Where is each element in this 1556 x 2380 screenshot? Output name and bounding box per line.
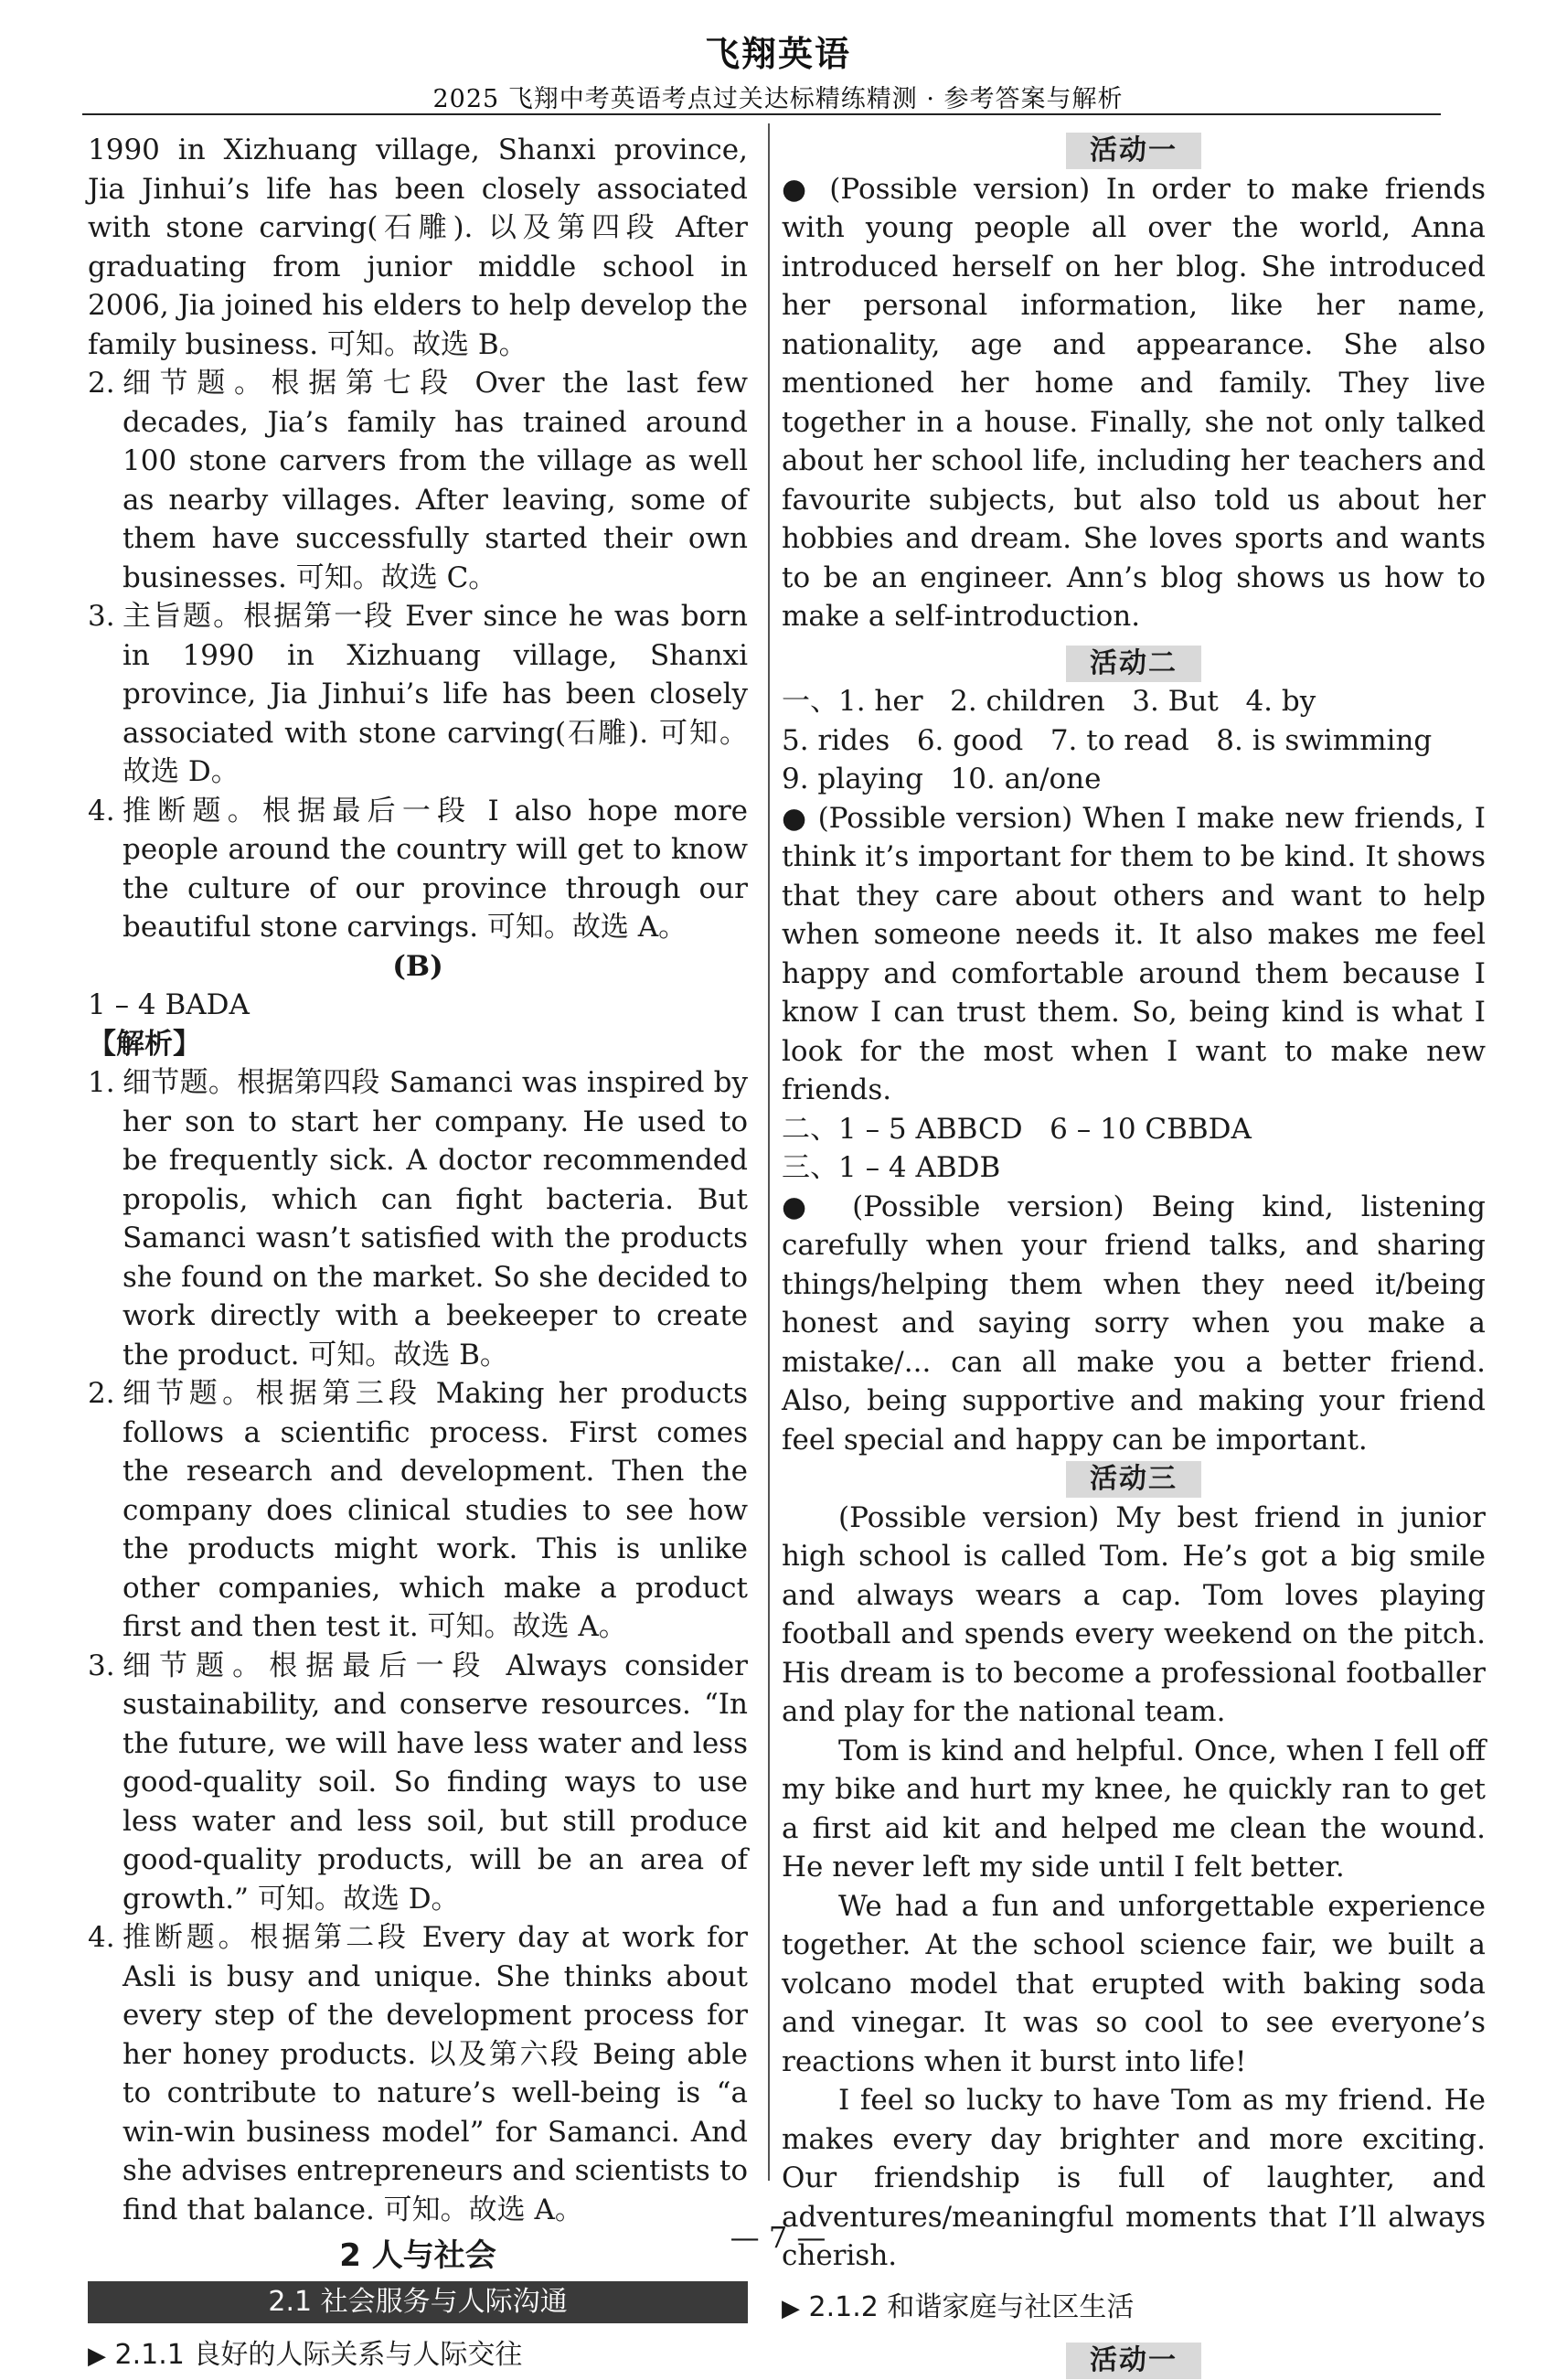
brand-logo-text: 飞翔英语 — [704, 34, 851, 74]
essay-paragraph: Tom is kind and helpful. Once, when I fell off my bike and hurt my knee, he quickly ran to get a first aid kit and helped me clean the wound. He never left my side until I felt better. — [782, 1734, 1486, 1884]
analysis-label: 【解析】 — [88, 1027, 201, 1061]
activity-2-line-4: 二、1 – 5 ABBCD 6 – 10 CBBDA — [782, 1112, 1252, 1146]
item-text: 细节题。根据最后一段 Always consider sustainability, and conserve resources. “In the future, we will have less water and less good-quality soil. So finding ways to use less water and less soil, but still produce good-quality products, will be an area of growth.” 可知。故选 D。 — [123, 1649, 748, 1916]
activity-2-line-2: 5. rides 6. good 7. to read 8. is swimming — [782, 723, 1433, 757]
header-divider — [82, 113, 1441, 115]
activity-1-text: ● (Possible version) In order to make friends with young people all over the world, Anna introduced herself on her blog. She introduced her personal information, like her name, nationality, age and appearance. She also mentioned her home and family. They live together in a house. Finally, she not only talked about her school life, including her teachers and favourite subjects, but also told us about her hobbies and dream. She loves sports and wants to be an engineer. Ann’s blog shows us how to make a self-introduction. — [782, 172, 1486, 633]
item-number: 1. — [88, 1066, 115, 1099]
activity-2-line-1: 一、1. her 2. children 3. But 4. by — [782, 685, 1316, 718]
essay-paragraph: (Possible version) My best friend in junior high school is called Tom. He’s got a big smile and always wears a cap. Tom loves playing football and spends every weekend on the pitch. His dream is to become a professional footballer and play for the national team. — [782, 1500, 1486, 1728]
list-item — [88, 364, 748, 597]
essay-paragraph: I feel so lucky to have Tom as my friend. He makes every day brighter and more exciting. Our friendship is full of laughter, and adventures/meaningful moments that I’ll always cherish. — [782, 2084, 1486, 2272]
item-text: 推断题。根据第二段 Every day at work for Asli is busy and unique. She thinks about every step of the development process for her honey products. 以及第六段 Being able to contribute to nature’s well-being is “a win-win business model” for Samanci. And she advises entrepreneurs and scientists to find that balance. 可知。故选 A。 — [123, 1921, 748, 2226]
subsection-heading-2: ▶ 2.1.2 和谐家庭与社区生活 — [782, 2290, 1135, 2323]
activity-2-paragraph: ● (Possible version) When I make new friends, I think it’s important for them to be kind. It shows that they care about others and want to help when someone needs it. It also makes me feel happy and comfortable around them because I know I can trust them. So, being kind is what I look for the most when I want to make new friends. — [782, 801, 1486, 1106]
page-number: — 7 — — [730, 2220, 826, 2255]
triangle-icon: ▶ — [782, 2294, 800, 2322]
item-text: 细节题。根据第七段 Over the last few decades, Jia’s family has trained around 100 stone carvers from the village as well as nearby villages. After leaving, some of them have successfully started their own businesses. 可知。故选 C。 — [123, 367, 748, 594]
item-text: 细节题。根据第三段 Making her products follows a scientific process. First comes the research and development. Then the company does clinical studies to see how the products might work. This is unlike other companies, which make a product first and then test it. 可知。故选 A。 — [123, 1377, 748, 1643]
left-column — [88, 131, 748, 2375]
activity-4-label: 活动一 — [782, 2341, 1486, 2380]
list-item — [88, 1063, 748, 1374]
page-header — [0, 0, 1556, 123]
activity-2-label: 活动二 — [782, 644, 1486, 683]
answer-list-a — [88, 364, 748, 947]
item-text: 主旨题。根据第一段 Ever since he was born in 1990 in Xizhuang village, Shanxi province, Jia Jinhui’s life has been closely associated with stone carving(石雕). 可知。故选 D。 — [123, 600, 748, 788]
section-title: 2 人与社会 — [339, 2237, 496, 2274]
list-item — [88, 792, 748, 947]
item-number: 2. — [88, 367, 115, 400]
item-number: 3. — [88, 1649, 115, 1682]
column-divider — [768, 123, 770, 2181]
right-column — [782, 131, 1486, 2380]
activity-2-line-5: 三、1 – 4 ABDB — [782, 1151, 1001, 1184]
activity-3-essay — [782, 1499, 1486, 2276]
essay-paragraph: We had a fun and unforgettable experience together. At the school science fair, we built a volcano model that erupted with baking soda and vinegar. It was so cool to see everyone’s reactions when it burst into life! — [782, 1889, 1486, 2078]
item-number: 3. — [88, 600, 115, 633]
answer-list-b — [88, 1063, 748, 2229]
subsection-heading: ▶ 2.1.1 良好的人际关系与人际交往 — [88, 2338, 523, 2371]
activity-2-paragraph-2: ● (Possible version) Being kind, listening carefully when your friend talks, and sharing things/helping them when they need it/being honest and saying sorry when you make a mistake/... can all make you a better friend. Also, being supportive and making your friend feel special and happy can be important. — [782, 1190, 1486, 1457]
list-item — [88, 1918, 748, 2229]
activity-3-label: 活动三 — [782, 1459, 1486, 1499]
item-number: 2. — [88, 1377, 115, 1410]
section-b-label: (B) — [392, 949, 443, 983]
subsection-bar: 2.1 社会服务与人际沟通 — [88, 2281, 748, 2323]
list-item — [88, 597, 748, 792]
list-item — [88, 1647, 748, 1919]
item-text: 细节题。根据第四段 Samanci was inspired by her son to start her company. He used to be frequently sick. A doctor recommended propolis, which can fight bacteria. But Samanci wasn’t satisfied with the products she found on the market. So she decided to work directly with a beekeeper to create the product. 可知。故选 B。 — [123, 1066, 748, 1371]
triangle-icon: ▶ — [88, 2342, 106, 2370]
activity-1-label: 活动一 — [782, 131, 1486, 170]
answers-b: 1 – 4 BADA — [88, 988, 250, 1021]
item-text: 推断题。根据最后一段 I also hope more people around the country will get to know the culture of our province through our beautiful stone carvings. 可知。故选 A。 — [123, 794, 748, 944]
continued-paragraph: 1990 in Xizhuang village, Shanxi province, Jia Jinhui’s life has been closely associated with stone carving(石雕). 以及第四段 After graduating from junior middle school in 2006, Jia joined his elders to help develop the family business. 可知。故选 B。 — [88, 133, 748, 361]
activity-2-line-3: 9. playing 10. an/one — [782, 763, 1102, 795]
list-item — [88, 1374, 748, 1647]
book-subtitle: 2025 飞翔中考英语考点过关达标精练精测 · 参考答案与解析 — [432, 85, 1124, 113]
item-number: 4. — [88, 1921, 115, 1954]
item-number: 4. — [88, 794, 115, 827]
